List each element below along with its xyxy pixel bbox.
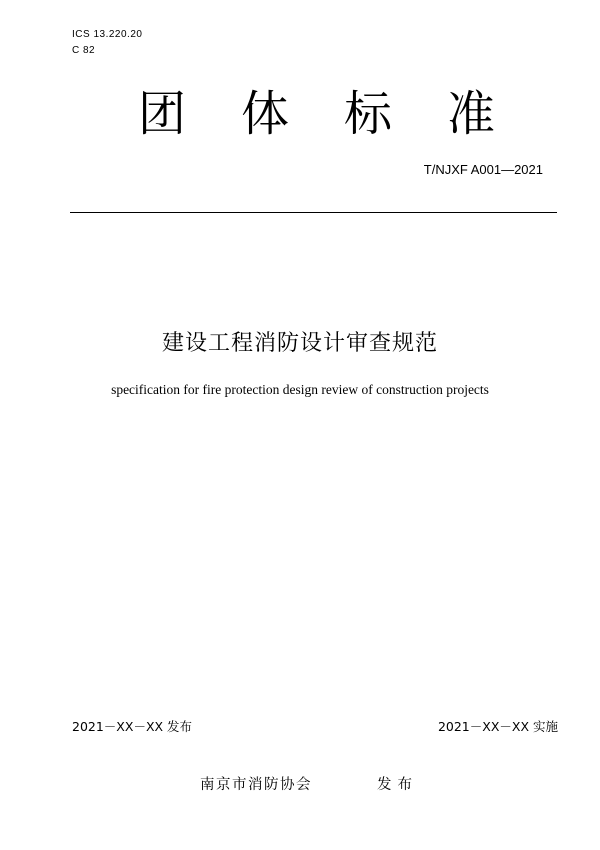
header-divider [70,212,557,213]
publish-label: 发布 [377,777,418,793]
document-title-english: specification for fire protection design review of construction projects [111,382,489,397]
standard-type-char: 标 [344,86,393,142]
document-title-chinese: 建设工程消防设计审查规范 [161,331,438,356]
ccs-code: C 82 [72,45,96,56]
issue-date: 2021－XX－XX 发布 [72,719,193,734]
ics-code: ICS 13.220.20 [72,29,143,40]
standard-type-heading [0,82,600,146]
standard-code: T/NJXF A001—2021 [423,162,543,177]
standard-type-char: 准 [447,86,496,142]
standard-type-char: 体 [241,86,290,142]
publisher-name: 南京市消防协会 [200,777,312,793]
standard-type-char: 团 [138,86,187,142]
implementation-date: 2021－XX－XX 实施 [437,719,558,734]
